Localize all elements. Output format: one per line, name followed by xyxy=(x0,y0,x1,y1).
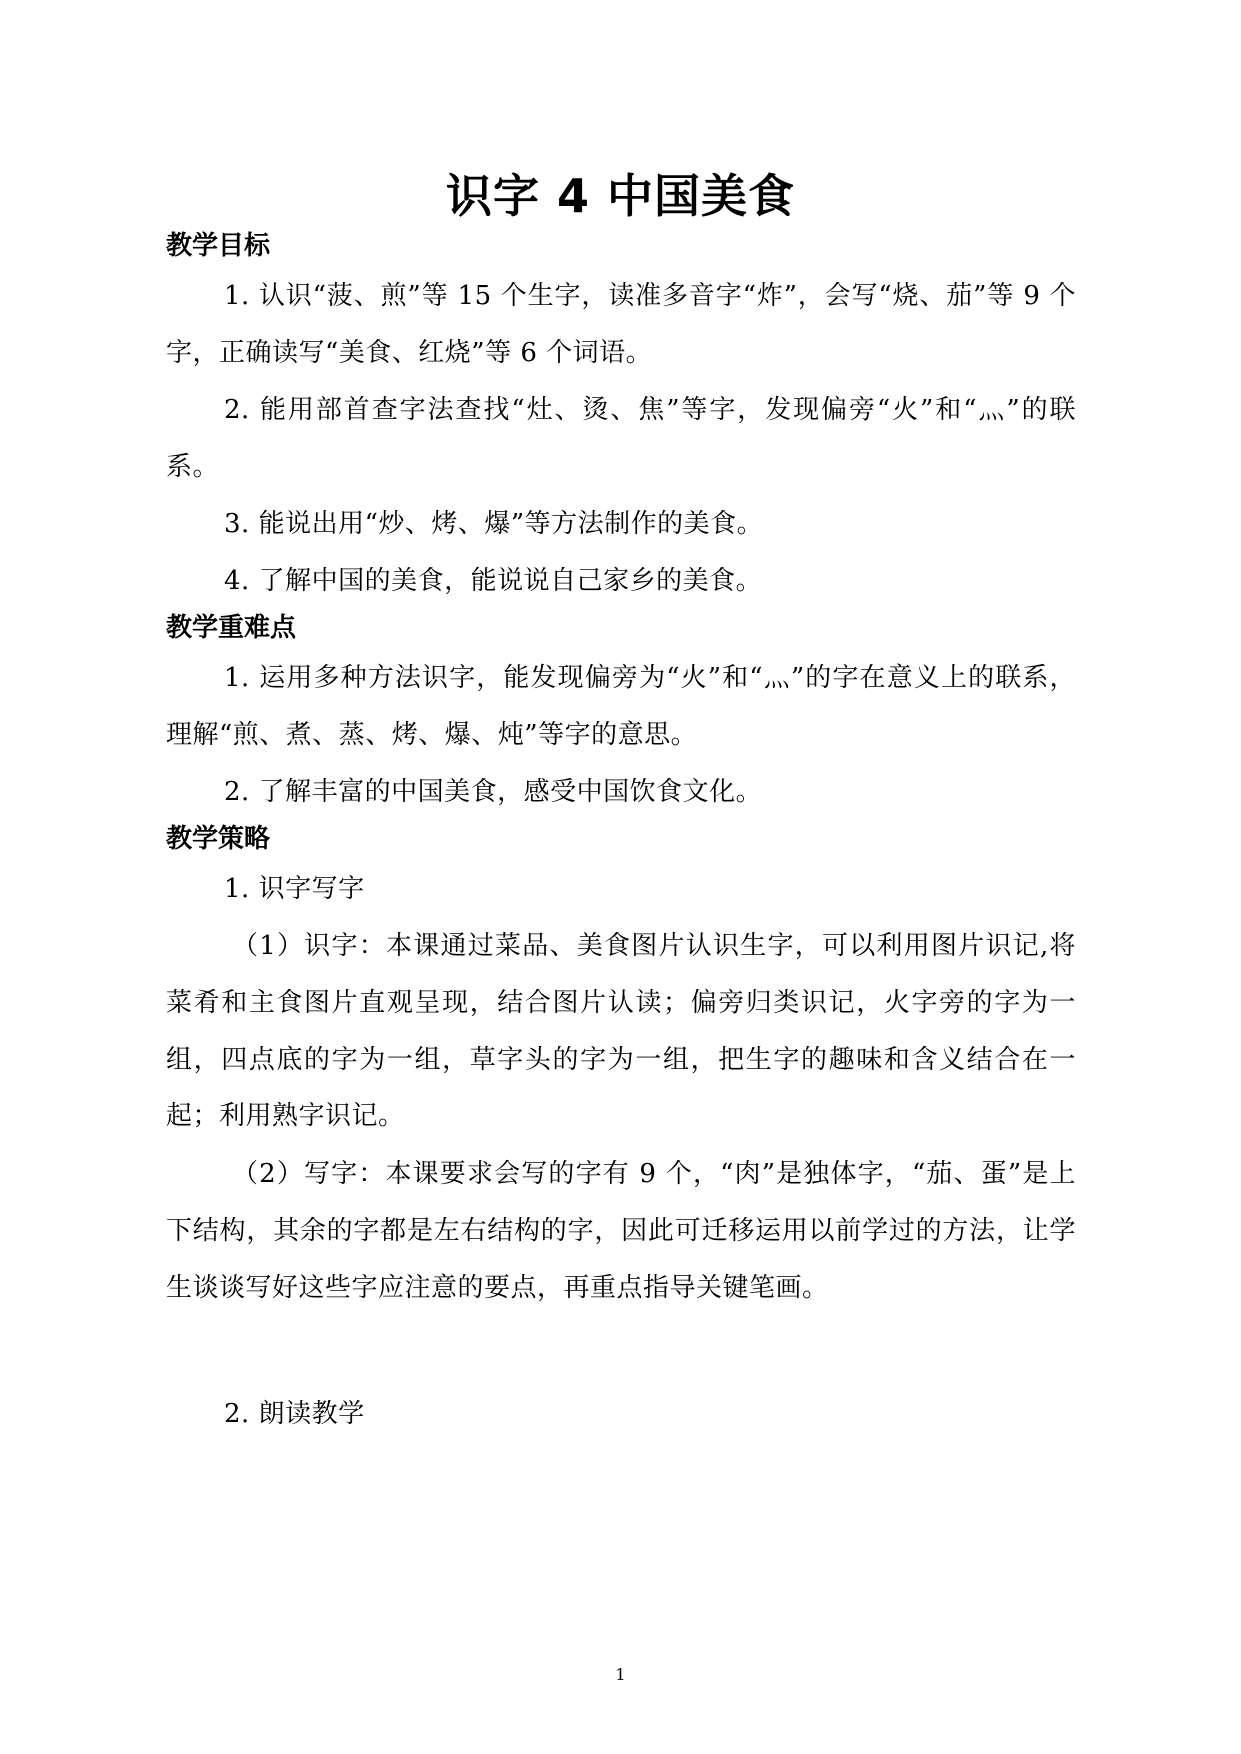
objective-paragraph-1: 1. 认识“菠、煎”等 15 个生字，读准多音字“炸”，会写“烧、茄”等 9 个字，正确读写“美食、红烧”等 6 个词语。 xyxy=(166,281,1076,368)
section-heading-strategies: 教学策略 xyxy=(166,824,271,854)
strategy-paragraph-reading: 2. 朗读教学 xyxy=(224,1399,365,1429)
objective-paragraph-2: 2. 能用部首查字法查找“灶、烫、焦”等字，发现偏旁“火”和“灬”的联系。 xyxy=(166,395,1076,482)
objective-paragraph-4: 4. 了解中国的美食，能说说自己家乡的美食。 xyxy=(224,566,763,596)
objective-paragraph-3: 3. 能说出用“炒、烤、爆”等方法制作的美食。 xyxy=(224,509,764,539)
strategy-paragraph-writing: （2）写字：本课要求会写的字有 9 个，“肉”是独体字，“茄、蛋”是上下结构，其余的字都是左右结构的字，因此可迁移运用以前学过的方法，让学生谈谈写好这些字应注意的要点，再重点指导关键笔画。 xyxy=(166,1159,1076,1303)
page-title: 识字 4 中国美食 xyxy=(445,169,796,223)
key-point-paragraph-2: 2. 了解丰富的中国美食，感受中国饮食文化。 xyxy=(224,777,763,807)
page-number: 1 xyxy=(615,1665,626,1684)
key-point-paragraph-1: 1. 运用多种方法识字，能发现偏旁为“火”和“灬”的字在意义上的联系，理解“煎、煮、蒸、烤、爆、炖”等字的意思。 xyxy=(166,663,1076,750)
section-heading-objectives: 教学目标 xyxy=(166,231,271,261)
strategy-paragraph-literacy: （1）识字：本课通过菜品、美食图片认识生字，可以利用图片识记,将菜肴和主食图片直观呈现，结合图片认读；偏旁归类识记，火字旁的字为一组，四点底的字为一组，草字头的字为一组，把生字的趣味和含义结合在一起；利用熟字识记。 xyxy=(166,931,1076,1132)
section-heading-key-points: 教学重难点 xyxy=(166,613,297,643)
strategy-paragraph-1: 1. 识字写字 xyxy=(224,874,365,904)
